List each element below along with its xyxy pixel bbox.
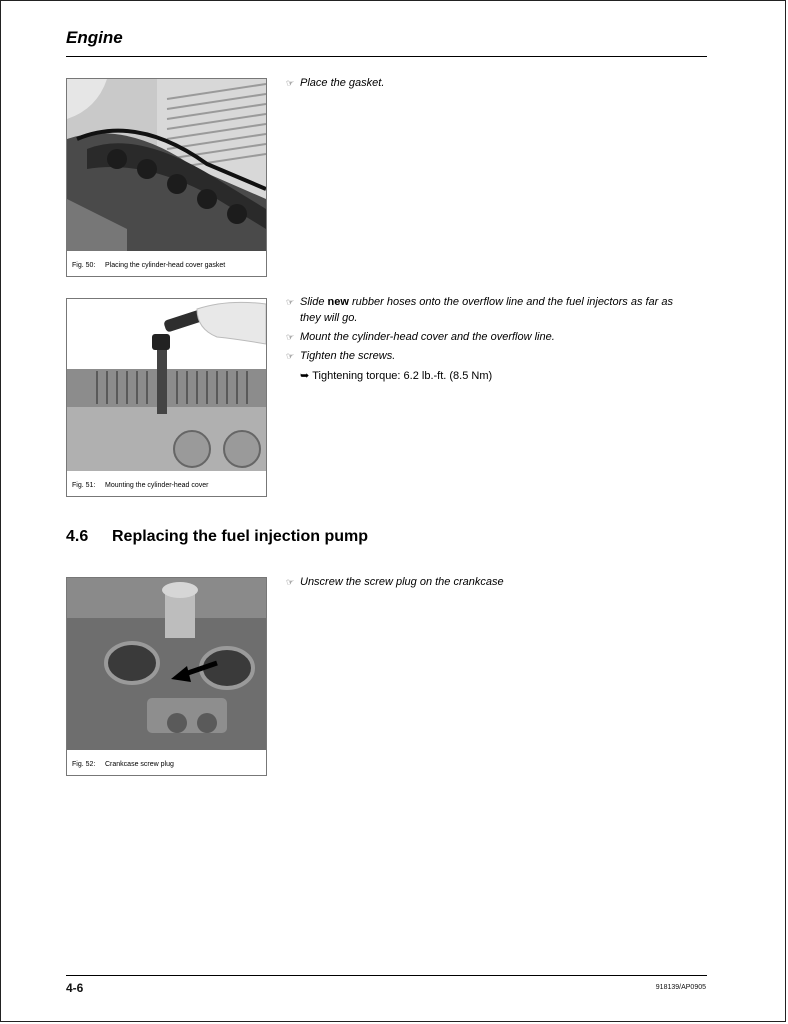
figure-51-photo — [67, 299, 266, 471]
figure-50-caption — [72, 262, 225, 269]
section-title: Replacing the fuel injection pump — [112, 528, 369, 545]
page-title: Engine — [66, 28, 123, 47]
torque-text: Tightening torque: 6.2 lb.-ft. (8.5 Nm) — [312, 370, 493, 382]
arrow-icon: ➥ — [300, 370, 310, 382]
pointing-hand-icon: ☞ — [286, 297, 295, 307]
step-slide-hoses — [286, 294, 673, 326]
figure-52-caption — [72, 761, 174, 768]
step-text-post: rubber hoses onto the overflow line and the fuel injectors as far as — [348, 296, 674, 308]
pointing-hand-icon: ☞ — [286, 577, 295, 587]
figure-51 — [66, 298, 267, 497]
step-text: Place the gasket. — [300, 77, 385, 89]
step-text: Tighten the screws. — [300, 350, 396, 362]
figure-51-caption-text: Mounting the cylinder-head cover — [105, 482, 209, 489]
step-mount-cover — [286, 329, 555, 345]
figure-50 — [66, 78, 267, 277]
step-unscrew-plug — [286, 574, 504, 590]
step-tighten-screws — [286, 348, 395, 364]
figure-52 — [66, 577, 267, 776]
step-text-continuation: they will go. — [300, 312, 358, 324]
figure-52-number: Fig. 52: — [72, 761, 96, 768]
step-place-gasket — [286, 75, 384, 91]
figure-52-photo — [67, 578, 266, 750]
figure-51-caption — [72, 482, 209, 489]
document-id: 918139/AP0905 — [655, 984, 706, 991]
section-heading — [66, 528, 368, 546]
figure-50-photo — [67, 79, 266, 251]
step-text-pre: Slide — [300, 296, 328, 308]
figure-50-caption-text: Placing the cylinder-head cover gasket — [105, 262, 226, 269]
footer-rule — [66, 975, 707, 976]
header-rule — [66, 56, 707, 57]
step-text-bold: new — [327, 296, 349, 308]
pointing-hand-icon: ☞ — [286, 78, 295, 88]
figure-51-number: Fig. 51: — [72, 482, 96, 489]
step-text: Mount the cylinder-head cover and the overflow line. — [300, 331, 555, 343]
step-text: Unscrew the screw plug on the crankcase — [300, 576, 504, 588]
section-number: 4.6 — [66, 528, 89, 545]
torque-spec — [300, 368, 492, 384]
page-number: 4-6 — [66, 981, 84, 995]
figure-50-number: Fig. 50: — [72, 262, 96, 269]
pointing-hand-icon: ☞ — [286, 332, 295, 342]
figure-52-caption-text: Crankcase screw plug — [105, 761, 174, 768]
pointing-hand-icon: ☞ — [286, 351, 295, 361]
